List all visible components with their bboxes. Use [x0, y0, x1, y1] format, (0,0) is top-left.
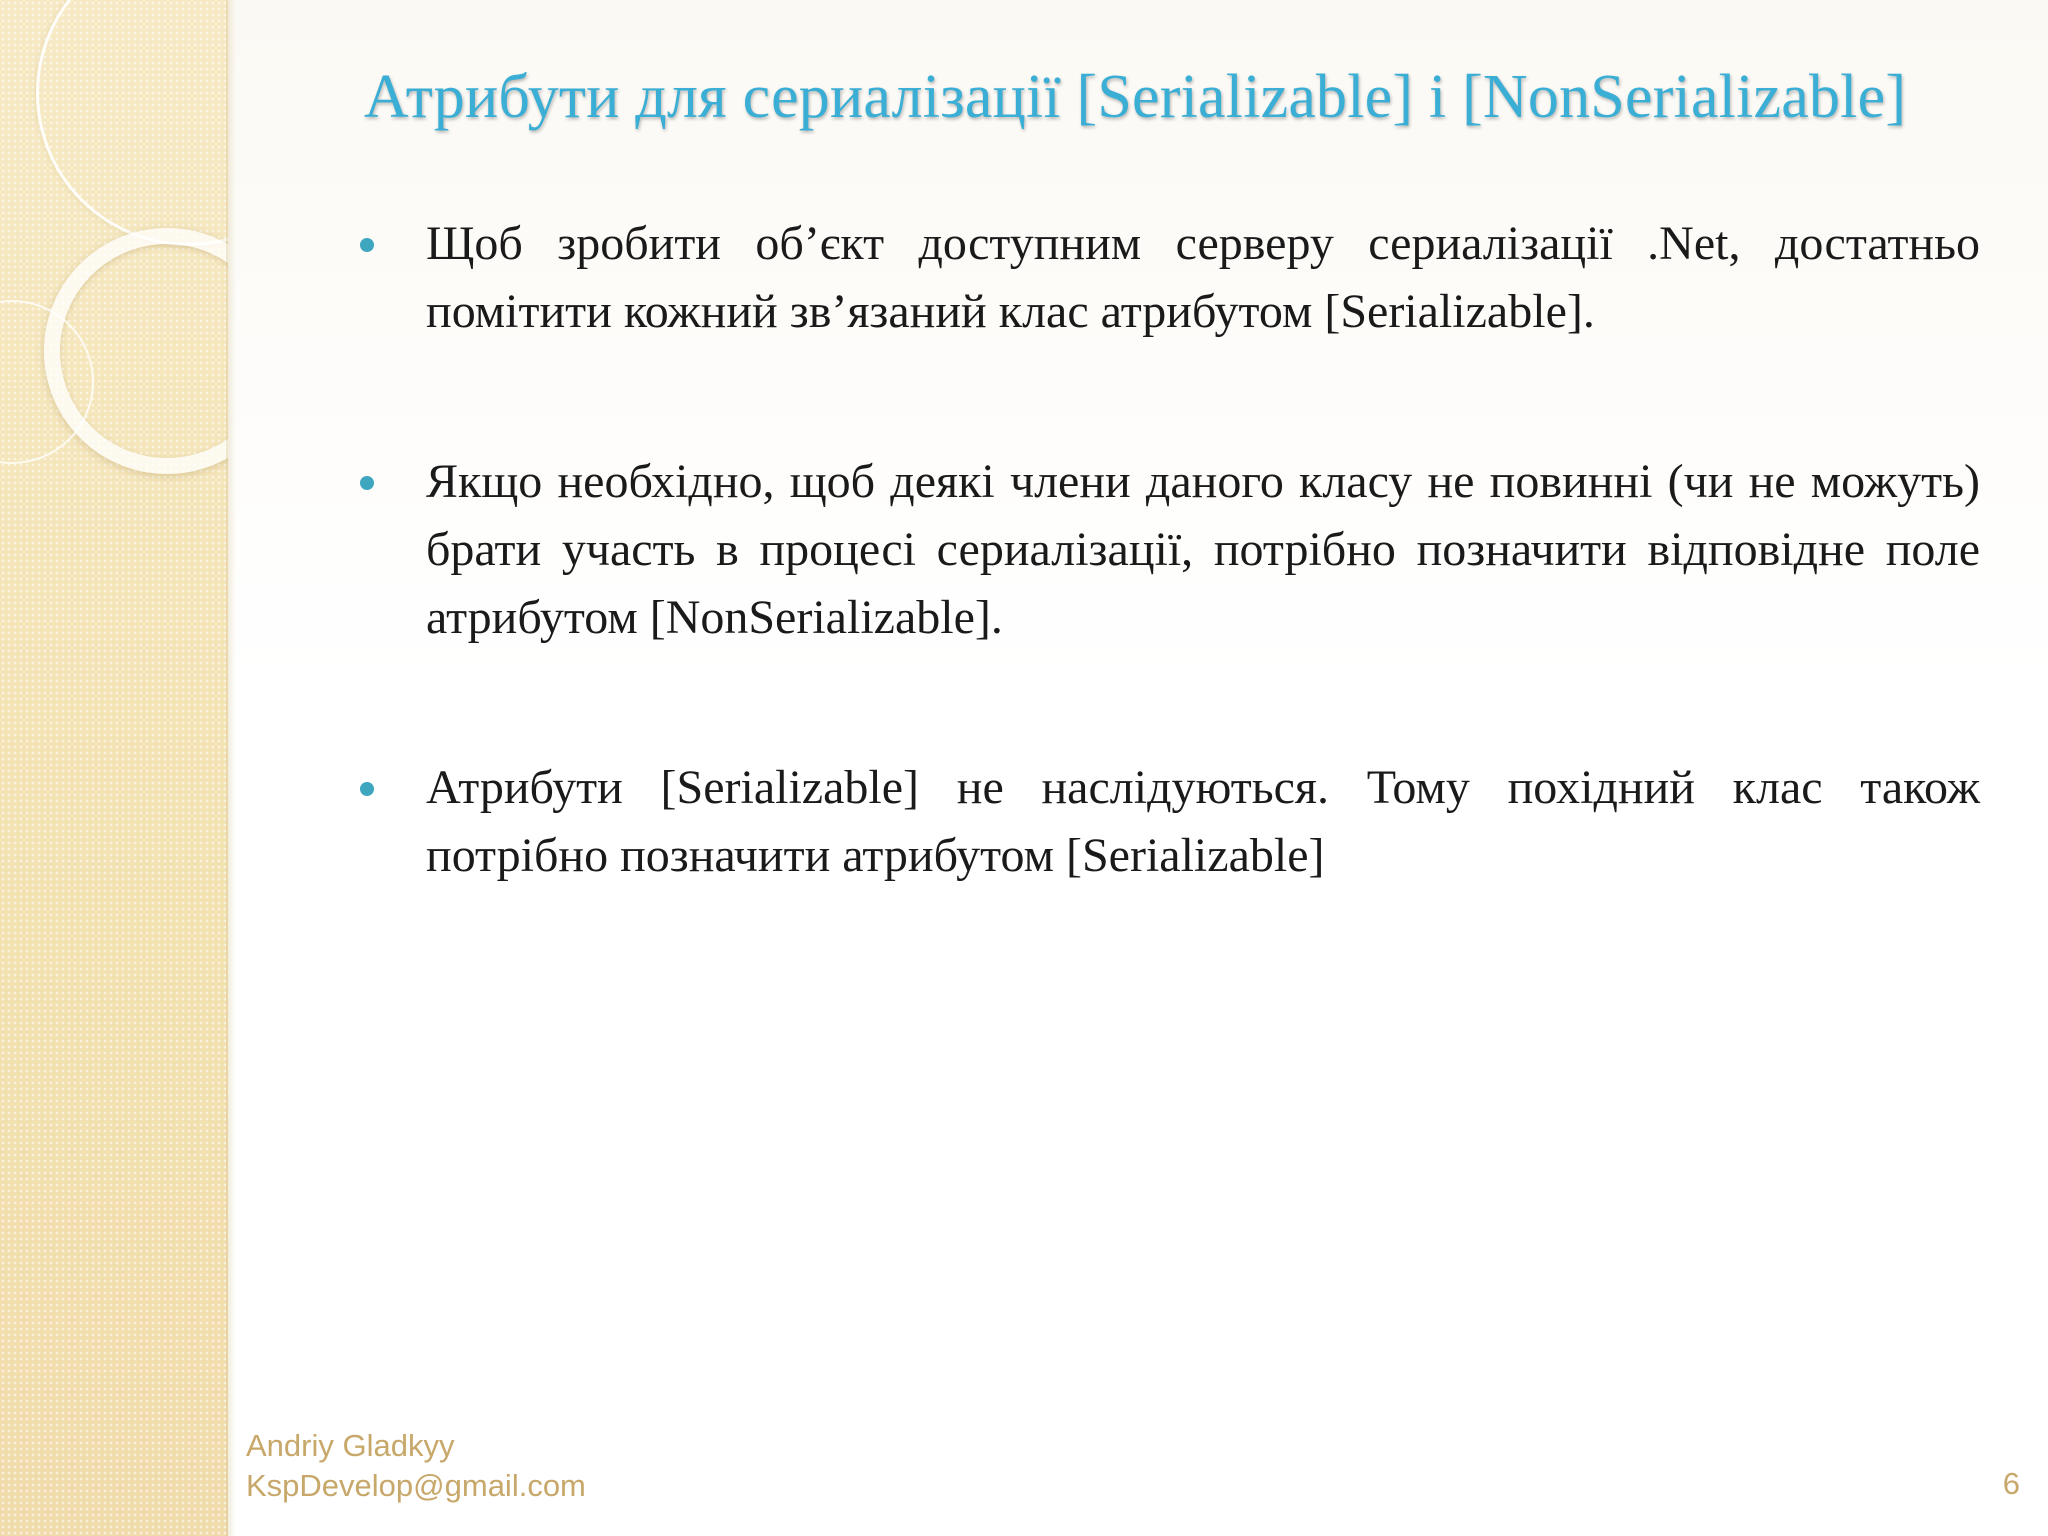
- sidebar-edge: [226, 0, 236, 1536]
- bullet-dot-icon: [360, 782, 374, 796]
- decorative-ring: [36, 0, 228, 246]
- bullet-text: Атрибути [Serializable] не наслідуються. Тому похідний клас також потрібно позначити атрибутом [Serializable]: [426, 761, 1980, 882]
- bullet-item: [360, 754, 1980, 890]
- bullet-dot-icon: [360, 238, 374, 252]
- page-number: 6: [2002, 1466, 2020, 1501]
- slide-title: Атрибути для сериалізації [Serializable] і [NonSerializable]: [363, 63, 1907, 131]
- bullet-text: Щоб зробити об’єкт доступним серверу сериалізації .Net, достатньо помітити кожний зв’язаний клас атрибутом [Serializable].: [426, 217, 1980, 338]
- bullet-dot-icon: [360, 476, 374, 490]
- footer-author-name: Andriy Gladkyy: [246, 1428, 455, 1463]
- decorative-sidebar: [0, 0, 228, 1536]
- bullet-list: [360, 210, 1980, 890]
- footer-author-email: KspDevelop@gmail.com: [246, 1468, 586, 1503]
- bullet-text: Якщо необхідно, щоб деякі члени даного класу не повинні (чи не можуть) брати участь в процесі сериалізації, потрібно позначити відповідне поле атрибутом [NonSerializable].: [426, 455, 1980, 644]
- bullet-item: [360, 210, 1980, 346]
- bullet-item: [360, 448, 1980, 652]
- footer-author-block: [246, 1426, 586, 1506]
